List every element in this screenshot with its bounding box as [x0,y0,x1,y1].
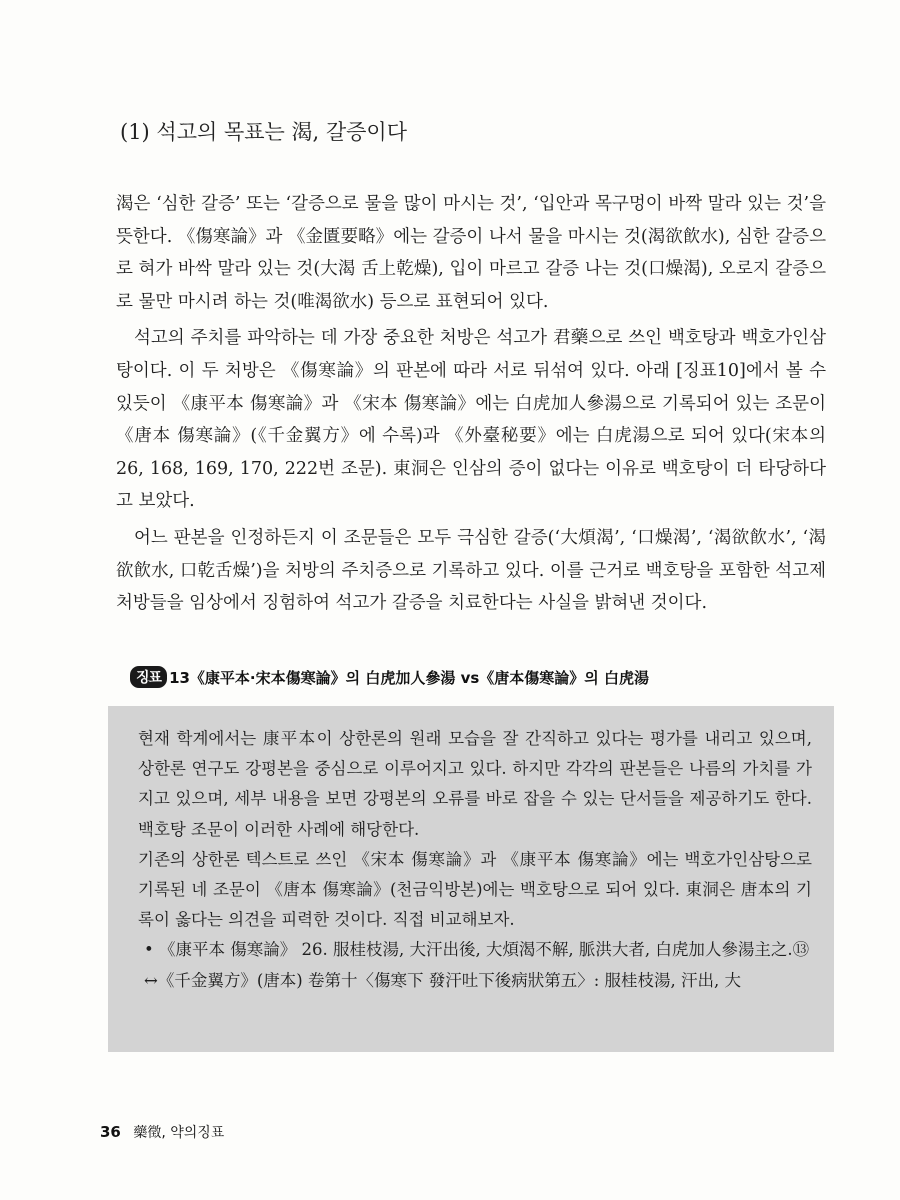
section-heading: (1) 석고의 목표는 渴, 갈증이다 [120,120,407,144]
page-number: 36 [100,1123,121,1141]
body-text [116,188,826,620]
note-paragraph: 기존의 상한론 텍스트로 쓰인 《宋本 傷寒論》과 《康平本 傷寒論》에는 백호가인삼탕으로 기록된 네 조문이 《唐本 傷寒論》(천금익방본)에는 백호탕으로 되어 있다. 東洞은 唐本의 기록이 옳다는 의견을 피력한 것이다. 직접 비교해보자. [138,849,812,930]
note-paragraph: 현재 학계에서는 康平本이 상한론의 원래 모습을 잘 간직하고 있다는 평가를 내리고 있으며, 상한론 연구도 강평본을 중심으로 이루어지고 있다. 하지만 각각의 판본들은 나름의 가치를 가지고 있으며, 세부 내용을 보면 강평본의 오류를 바로 잡을 수 있는 단서들을 제공하기도 한다. 백호탕 조문이 이러한 사례에 해당한다. [138,729,812,839]
note-comparison-line: ↔《千金翼方》(唐本) 卷第十〈傷寒下 發汗吐下後病狀第五〉: 服桂枝湯, 汗出, 大 [144,970,741,990]
book-title: 藥徵, 약의징표 [133,1125,225,1141]
paragraph: 어느 판본을 인정하든지 이 조문들은 모두 극심한 갈증(‘大煩渴’, ‘口燥渴’, ‘渴欲飮水’, ‘渴欲飮水, 口乾舌燥’)을 처방의 주치증으로 기록하고 있다. 이를 근거로 백호탕을 포함한 석고제 처방들을 임상에서 징험하여 석고가 갈증을 치료한다는 사실을 밝혀낸 것이다. [116,527,826,614]
caption-text: 13《康平本·宋本傷寒論》의 白虎加人參湯 vs《唐本傷寒論》의 白虎湯 [169,668,649,687]
note-box-text [138,724,812,996]
paragraph: 석고의 주치를 파악하는 데 가장 중요한 처방은 석고가 君藥으로 쓰인 백호탕과 백호가인삼탕이다. 이 두 처방은 《傷寒論》의 판본에 따라 서로 뒤섞여 있다. 아래 [징표10]에서 볼 수 있듯이 《康平本 傷寒論》과 《宋本 傷寒論》에는 白虎加人參湯으로 기록되어 있는 조문이 《唐本 傷寒論》(《千金翼方》에 수록)과 《外臺秘要》에는 白虎湯으로 되어 있다(宋本의 26, 168, 169, 170, 222번 조문). 東洞은 인삼의 증이 없다는 이유로 백호탕이 더 타당하다고 보았다. [116,328,826,512]
page-footer [100,1122,224,1142]
paragraph: 渴은 ‘심한 갈증’ 또는 ‘갈증으로 물을 많이 마시는 것’, ‘입안과 목구멍이 바짝 말라 있는 것’을 뜻한다. 《傷寒論》과 《金匱要略》에는 갈증이 나서 물을 마시는 것(渴欲飮水), 심한 갈증으로 혀가 바싹 말라 있는 것(大渴 舌上乾燥), 입이 마르고 갈증 나는 것(口燥渴), 오로지 갈증으로 물만 마시려 하는 것(唯渴欲水) 등으로 표현되어 있다. [116,194,826,312]
caption-badge: 징표 [130,666,167,688]
figure-caption [130,666,649,688]
note-bullet-item: • 《康平本 傷寒論》 26. 服桂枝湯, 大汗出後, 大煩渴不解, 脈洪大者, 白虎加人參湯主之.⑬ [144,940,810,960]
